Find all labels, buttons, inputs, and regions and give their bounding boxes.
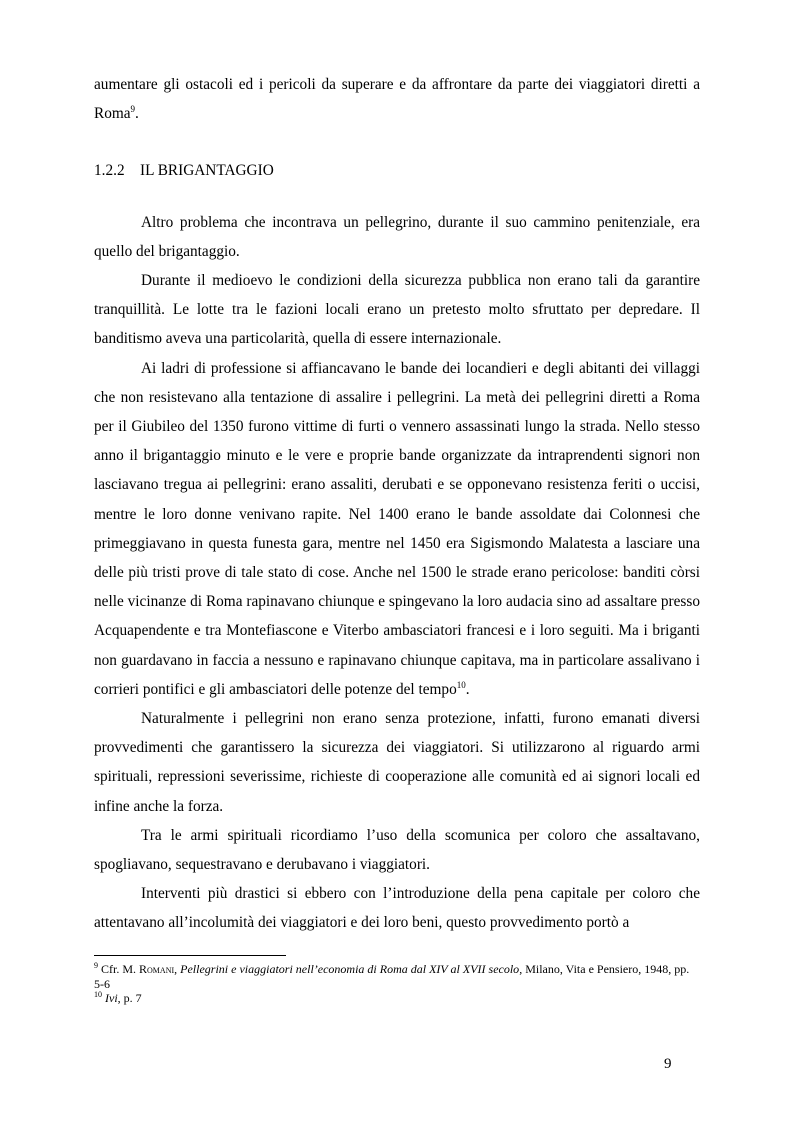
footnote-10: $^{10}$ Ivi, p. 7 xyxy=(94,990,142,1005)
page-number: 9 xyxy=(664,1056,672,1072)
footnote-ref-10[interactable]: 10 xyxy=(456,679,466,690)
paragraph-2: Durante il medioevo le condizioni della sicurezza pubblica non erano tali da garantire tranquillità. Le lotte tra le fazioni locali erano un pretesto molto sfruttato per depredare. Il banditismo aveva una particolarità, quella di essere internazionale. xyxy=(94,272,700,348)
page-body xyxy=(94,70,700,938)
footnote-divider xyxy=(94,955,286,956)
intro-paragraph: aumentare gli ostacoli ed i pericoli da superare e da affrontare da parte dei viaggiatori diretti a Roma$^9$. xyxy=(94,76,700,123)
paragraph-1: Altro problema che incontrava un pellegrino, durante il suo cammino penitenziale, era quello del brigantaggio. xyxy=(94,213,700,260)
footnote-9: $^9$ Cfr. M. Romani, Pellegrini e viaggiatori nell’economia di Roma dal XIV al XVII secolo, Milano, Vita e Pensiero, 1948, pp. 5-6 xyxy=(94,961,690,991)
paragraph-5: Tra le armi spirituali ricordiamo l’uso della scomunica per coloro che assaltavano, spogliavano, sequestravano e derubavano i viaggiatori. xyxy=(94,826,700,874)
section-number: 1.2.2 xyxy=(94,162,125,180)
footnote-ref-9[interactable]: 9 xyxy=(130,104,136,115)
footnotes xyxy=(94,962,700,1006)
section-title: IL BRIGANTAGGIO xyxy=(140,162,274,180)
paragraph-3: Ai ladri di professione si affiancavano le bande dei locandieri e degli abitanti dei villaggi che non resistevano alla tentazione di assalire i pellegrini. La metà dei pellegrini diretti a Roma per il Giubileo del 1350 furono vittime di furti o vennero assassinati lungo la strada. Nello stesso anno il brigantaggio minuto e le vere e proprie bande organizzate da intraprendenti signori non lasciavano tregua ai pellegrini: erano assaliti, derubati e se opponevano resistenza feriti o uccisi, mentre le loro donne venivano rapite. Nel 1400 erano le bande assoldate dai Colonnesi che primeggiavano in questa funesta gara, mentre nel 1450 era Sigismondo Malatesta a lasciare una delle più tristi prove di tale stato di cose. Anche nel 1500 le strade erano pericolose: banditi còrsi nelle vicinanze di Roma rapinavano chiunque e spingevano la loro audacia sino ad assaltare presso Acquapendente e tra Montefiascone e Viterbo ambasciatori francesi e i loro seguiti. Ma i briganti non guardavano in faccia a nessuno e rapinavano chiunque capitava, ma in particolare assalivano i corrieri pontifici e gli ambasciatori delle potenze del tempo$^{10}$. xyxy=(94,359,700,698)
paragraph-4: Naturalmente i pellegrini non erano senza protezione, infatti, furono emanati diversi provvedimenti che garantissero la sicurezza dei viaggiatori. Si utilizzarono al riguardo armi spirituali, repressioni severissime, richieste di cooperazione alle comunità ed ai signori locali ed infine anche la forza. xyxy=(94,710,700,815)
section-heading xyxy=(94,156,700,185)
paragraph-6: Interventi più drastici si ebbero con l’introduzione della pena capitale per coloro che attentavano all’incolumità dei viaggiatori e dei loro beni, questo provvedimento portò a xyxy=(94,885,700,932)
